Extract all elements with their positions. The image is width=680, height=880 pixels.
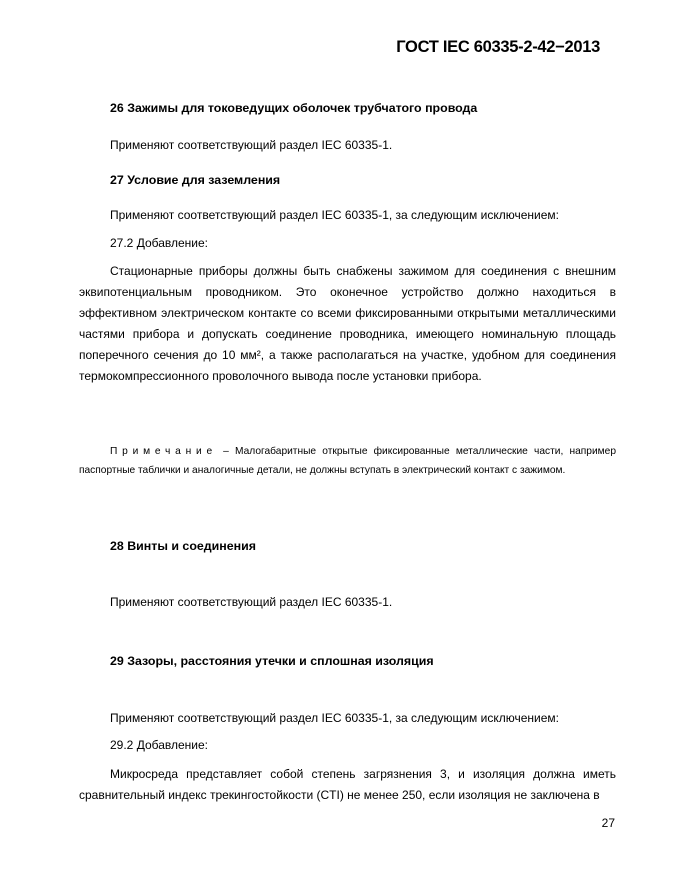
section-27-text: Применяют соответствующий раздел IEC 60335-1, за следующим исключением: bbox=[110, 208, 559, 222]
section-28-heading: 28 Винты и соединения bbox=[110, 539, 256, 553]
document-header: ГОСТ IEC 60335-2-42−2013 bbox=[396, 38, 600, 56]
section-27-heading: 27 Условие для заземления bbox=[110, 173, 281, 187]
page-number: 27 bbox=[601, 816, 615, 830]
section-29-2-addition-title: 29.2 Добавление: bbox=[110, 738, 209, 752]
section-29-text: Применяют соответствующий раздел IEC 60335-1, за следующим исключением: bbox=[110, 711, 559, 725]
section-26-heading: 26 Зажимы для токоведущих оболочек трубчатого провода bbox=[110, 101, 478, 115]
section-28-text: Применяют соответствующий раздел IEC 60335-1. bbox=[110, 595, 393, 609]
note-text: – Малогабаритные открытые фиксированные металлические части, например паспортные таблички и аналогичные детали, не должны вступать в электрический контакт с зажимом. bbox=[79, 446, 616, 476]
section-29-2-paragraph: Микросреда представляет собой степень загрязнения 3, и изоляция должна иметь сравнительный индекс трекингостойкости (CTI) не менее 250, если изоляция не заключена в bbox=[79, 767, 616, 802]
note-block bbox=[79, 442, 616, 480]
section-27-2-paragraph: Стационарные приборы должны быть снабжены зажимом для соединения с внешним эквипотенциальным проводником. Это оконечное устройство должно находиться в эффективном электрическом контакте со всеми фиксированными открытыми металлическими частями прибора и допускать соединение проводника, имеющего номинальную площадь поперечного сечения до 10 мм², а также располагаться на участке, удобном для соединения термокомпрессионного проволочного вывода после установки прибора. bbox=[79, 264, 616, 383]
section-27-2-addition-title: 27.2 Добавление: bbox=[110, 236, 209, 250]
note-label: Примечание bbox=[110, 446, 217, 457]
section-29-heading: 29 Зазоры, расстояния утечки и сплошная изоляция bbox=[110, 654, 434, 668]
section-26-text: Применяют соответствующий раздел IEC 60335-1. bbox=[110, 138, 393, 152]
